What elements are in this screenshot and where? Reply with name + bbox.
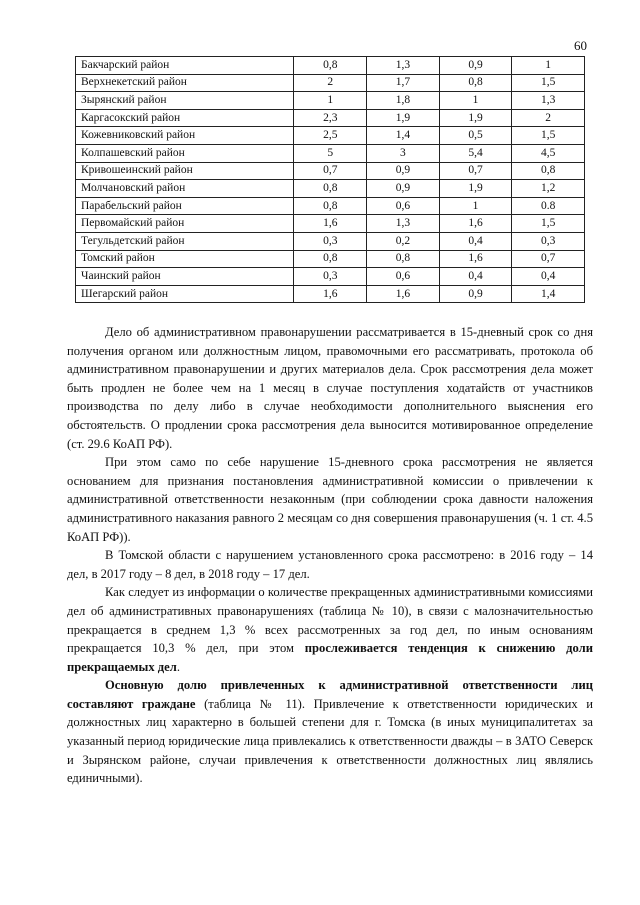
paragraph-5-text: (таблица № 11). Привлечение к ответственности юридических и должностных лиц характерно в большей степени для г. Томска (в иных муниципалитетах за указанный период юридические лица привлекались к ответственности дважды – в ЗАТО Северск и Зырянском районе, случаи привлечения к ответственности должностных лиц являлись единичными). (67, 696, 593, 786)
value-cell: 0,8 (294, 180, 367, 198)
table-row (76, 144, 585, 162)
value-cell: 5,4 (439, 144, 512, 162)
value-cell: 0,3 (294, 232, 367, 250)
table-row (76, 109, 585, 127)
paragraph-4-end: . (176, 659, 180, 674)
body-text (67, 323, 593, 788)
value-cell: 1 (439, 197, 512, 215)
value-cell: 0,5 (439, 127, 512, 145)
paragraph-4-text: Как следует из информации о количестве прекращенных административными комиссиями дел об административных правонарушениях (таблица № 10), в связи с малозначительностью прекращается в среднем 1,3 % всех рассмотренных за год дел, по иным основаниям прекращается 10,3 % дел, при этом (67, 585, 593, 656)
district-name-cell: Тегульдетский район (76, 232, 294, 250)
table-row (76, 92, 585, 110)
paragraph-tomsk-violations: В Томской области с нарушением установленного срока рассмотрено: в 2016 году – 14 дел, в 2017 году – 8 дел, в 2018 году – 17 дел. (67, 548, 593, 581)
value-cell: 1,2 (512, 180, 585, 198)
value-cell: 1 (439, 92, 512, 110)
value-cell: 1,4 (367, 127, 440, 145)
value-cell: 0,6 (367, 268, 440, 286)
value-cell: 1,5 (512, 127, 585, 145)
paragraph-4-bold: прослеживается тенденция к снижению доли прекращаемых дел (67, 641, 593, 674)
table-row (76, 197, 585, 215)
district-name-cell: Первомайский район (76, 215, 294, 233)
district-name-cell: Чаинский район (76, 268, 294, 286)
value-cell: 1 (512, 57, 585, 75)
table-row (76, 57, 585, 75)
page-number: 60 (574, 38, 587, 53)
value-cell: 0,2 (367, 232, 440, 250)
district-name-cell: Кривошеинский район (76, 162, 294, 180)
value-cell: 0,3 (512, 232, 585, 250)
value-cell: 1,3 (367, 215, 440, 233)
value-cell: 0,7 (512, 250, 585, 268)
value-cell: 0,8 (294, 250, 367, 268)
district-name-cell: Шегарский район (76, 285, 294, 303)
value-cell: 1 (294, 92, 367, 110)
value-cell: 1,7 (367, 74, 440, 92)
value-cell: 1,5 (512, 215, 585, 233)
value-cell: 0,4 (439, 232, 512, 250)
value-cell: 1,9 (439, 109, 512, 127)
value-cell: 0.8 (512, 197, 585, 215)
district-name-cell: Молчановский район (76, 180, 294, 198)
value-cell: 2 (294, 74, 367, 92)
paragraph-terminated-cases (67, 583, 593, 676)
paragraph-citizens-share (67, 676, 593, 788)
value-cell: 0,8 (439, 74, 512, 92)
value-cell: 2,5 (294, 127, 367, 145)
district-data-table (75, 56, 585, 303)
value-cell: 0,8 (512, 162, 585, 180)
value-cell: 1,3 (367, 57, 440, 75)
value-cell: 0,4 (512, 268, 585, 286)
district-name-cell: Бакчарский район (76, 57, 294, 75)
value-cell: 1,5 (512, 74, 585, 92)
value-cell: 4,5 (512, 144, 585, 162)
table-row (76, 250, 585, 268)
table-body (76, 57, 585, 303)
table-row (76, 162, 585, 180)
value-cell: 1,6 (294, 285, 367, 303)
value-cell: 0,7 (439, 162, 512, 180)
table-row (76, 268, 585, 286)
value-cell: 0,4 (439, 268, 512, 286)
district-name-cell: Каргасокский район (76, 109, 294, 127)
value-cell: 1,6 (294, 215, 367, 233)
value-cell: 0,3 (294, 268, 367, 286)
value-cell: 0,8 (367, 250, 440, 268)
value-cell: 0,9 (439, 57, 512, 75)
value-cell: 2,3 (294, 109, 367, 127)
value-cell: 1,3 (512, 92, 585, 110)
value-cell: 3 (367, 144, 440, 162)
value-cell: 1,6 (439, 215, 512, 233)
value-cell: 0,9 (367, 162, 440, 180)
district-name-cell: Зырянский район (76, 92, 294, 110)
value-cell: 1,4 (512, 285, 585, 303)
table-row (76, 232, 585, 250)
value-cell: 0,8 (294, 57, 367, 75)
table-row (76, 180, 585, 198)
value-cell: 1,8 (367, 92, 440, 110)
table-row (76, 285, 585, 303)
paragraph-review-term: Дело об административном правонарушении рассматривается в 15-дневный срок со дня получения органом или должностным лицом, правомочными его рассматривать, протокола об административном правонарушении и других материалов дела. Срок рассмотрения дела может быть продлен не более чем на 1 месяц в случае поступления ходатайств от участников производства по делу либо в случае необходимости дополнительного выяснения его обстоятельств. О продлении срока рассмотрения дела выносится мотивированное определение (ст. 29.6 КоАП РФ). (67, 325, 593, 451)
table-row (76, 74, 585, 92)
value-cell: 1,6 (439, 250, 512, 268)
district-name-cell: Верхнекетский район (76, 74, 294, 92)
paragraph-violation-term: При этом само по себе нарушение 15-дневного срока рассмотрения не является основанием для признания постановления административной комиссии о привлечении к административной ответственности незаконным (при соблюдении срока давности наложения административного наказания равного 2 месяцам со дня совершения правонарушения (ч. 1 ст. 4.5 КоАП РФ)). (67, 455, 593, 544)
value-cell: 0,9 (439, 285, 512, 303)
district-name-cell: Парабельский район (76, 197, 294, 215)
value-cell: 0,8 (294, 197, 367, 215)
value-cell: 5 (294, 144, 367, 162)
table-row (76, 127, 585, 145)
district-name-cell: Колпашевский район (76, 144, 294, 162)
value-cell: 0,7 (294, 162, 367, 180)
value-cell: 1,9 (439, 180, 512, 198)
value-cell: 1,6 (367, 285, 440, 303)
value-cell: 0,9 (367, 180, 440, 198)
district-name-cell: Томский район (76, 250, 294, 268)
district-name-cell: Кожевниковский район (76, 127, 294, 145)
value-cell: 0,6 (367, 197, 440, 215)
table-row (76, 215, 585, 233)
value-cell: 1,9 (367, 109, 440, 127)
paragraph-5-bold: Основную долю привлеченных к административной ответственности лиц составляют граждане (67, 678, 593, 711)
value-cell: 2 (512, 109, 585, 127)
